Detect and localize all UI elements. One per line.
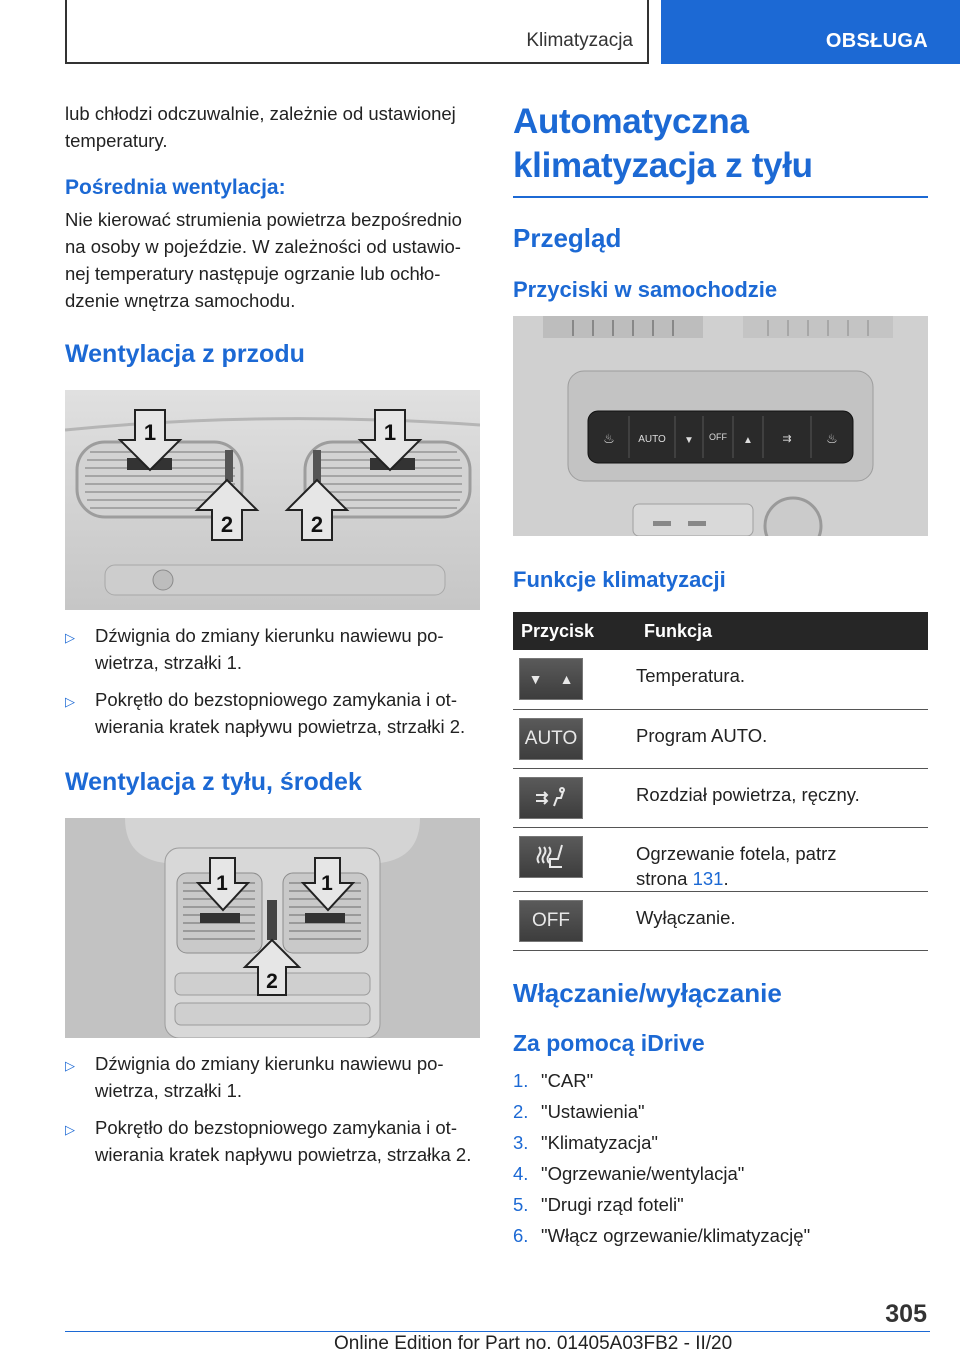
function-text: Temperatura. — [636, 650, 928, 709]
on-off-heading: Włączanie/wyłączanie — [513, 977, 782, 1008]
off-button-icon: OFF — [519, 900, 583, 942]
table-row — [513, 650, 928, 709]
page-reference-link[interactable]: 131 — [692, 867, 724, 889]
table-row: Ogrzewanie fotela, patrz strona 131. — [513, 827, 928, 891]
svg-text:♨: ♨ — [603, 431, 615, 446]
header-section-title: Klimatyzacja — [526, 30, 633, 51]
front-callout-2b: 2 — [310, 512, 324, 537]
list-item: ▷ Dźwignia do zmiany kierunku nawiewu po-wietrza, strzałki 1. — [65, 622, 480, 676]
list-item: 1. "CAR" — [513, 1069, 594, 1091]
front-callout-1b: 1 — [383, 420, 397, 445]
page-number: 305 — [885, 1300, 927, 1328]
header-chapter-title: OBSŁUGA — [825, 30, 928, 52]
footer-divider — [65, 1331, 930, 1332]
triangle-bullet-icon: ▷ — [65, 694, 75, 709]
rear-vents-photo — [65, 818, 480, 1038]
triangle-bullet-icon: ▷ — [65, 1122, 75, 1137]
idrive-steps-list — [513, 1065, 928, 1251]
table-row — [513, 768, 928, 827]
buttons-heading: Przyciski w samochodzie — [513, 277, 778, 302]
title-divider — [513, 196, 928, 198]
indirect-ventilation-text: Nie kierować strumienia powietrza bezpośrednio na osoby w pojeździe. W zależności od ustawio-nej temperatury następuje ogrzanie lub ochło-dzenie wnętrza samochodu. — [65, 209, 462, 311]
table-row — [513, 891, 928, 950]
header-chapter-tab — [661, 0, 960, 64]
svg-text:▼: ▼ — [684, 435, 694, 446]
air-distribution-icon — [519, 777, 583, 819]
front-bullet-list — [65, 622, 480, 740]
list-item: 3. "Klimatyzacja" — [513, 1131, 658, 1153]
intro-text: lub chłodzi odczuwalnie, zależnie od ustawionej temperatury. — [65, 103, 456, 151]
seat-heating-icon — [519, 836, 583, 878]
list-item: ▷ Pokrętło do bezstopniowego zamykania i ot-wierania kratek napływu powietrza, strzałki 2. — [65, 686, 480, 740]
front-vents-photo — [65, 390, 480, 610]
triangle-bullet-icon: ▷ — [65, 630, 75, 645]
list-item: ▷ Dźwignia do zmiany kierunku nawiewu po-wietrza, strzałki 1. — [65, 1050, 480, 1104]
table-header-row — [513, 612, 928, 650]
panel-off-label: OFF — [709, 432, 727, 442]
temperature-arrows-icon: ▼ ▲ — [519, 658, 583, 700]
function-text-cont: strona — [636, 867, 688, 889]
rear-center-ventilation-heading: Wentylacja z tyłu, środek — [65, 768, 362, 796]
indirect-ventilation-heading: Pośrednia wentylacja: — [65, 176, 286, 199]
list-item: 2. "Ustawienia" — [513, 1100, 645, 1122]
svg-text:▲: ▲ — [743, 435, 753, 446]
rear-callout-2: 2 — [266, 970, 278, 993]
front-callout-2a: 2 — [220, 512, 234, 537]
function-text: Rozdział powietrza, ręczny. — [636, 768, 928, 827]
function-text: Wyłączanie. — [636, 891, 928, 950]
list-item: ▷ Pokrętło do bezstopniowego zamykania i ot-wierania kratek napływu powietrza, strzałka 2. — [65, 1114, 480, 1168]
auto-button-icon: AUTO — [519, 718, 583, 760]
svg-text:⇉: ⇉ — [782, 433, 792, 445]
functions-heading: Funkcje klimatyzacji — [513, 567, 726, 592]
panel-auto-label: AUTO — [638, 434, 666, 445]
rear-callout-1a: 1 — [216, 872, 228, 895]
rear-callout-1b: 1 — [321, 872, 333, 895]
svg-text:♨: ♨ — [826, 431, 838, 446]
function-text: Program AUTO. — [636, 709, 928, 768]
list-item: 6. "Włącz ogrzewanie/klimatyzację" — [513, 1224, 811, 1246]
function-text: Ogrzewanie fotela, patrz — [636, 842, 837, 864]
column-header-button: Przycisk — [513, 612, 636, 650]
left-column — [65, 100, 480, 1178]
overview-heading: Przegląd — [513, 223, 622, 253]
triangle-bullet-icon: ▷ — [65, 1058, 75, 1073]
column-header-function: Funkcja — [636, 612, 928, 650]
rear-control-panel-photo — [513, 316, 928, 536]
list-item: 4. "Ogrzewanie/wentylacja" — [513, 1162, 745, 1184]
front-ventilation-heading: Wentylacja z przodu — [65, 340, 305, 368]
list-item: 5. "Drugi rząd foteli" — [513, 1193, 684, 1215]
functions-table — [513, 612, 928, 951]
idrive-heading: Za pomocą iDrive — [513, 1029, 705, 1056]
right-column — [513, 100, 928, 1251]
page-title: Automatyczna klimatyzacja z tyłu — [513, 102, 813, 185]
header-section-box — [65, 0, 649, 64]
rear-bullet-list — [65, 1050, 480, 1168]
front-callout-1a: 1 — [143, 420, 157, 445]
table-row — [513, 709, 928, 768]
edition-text: Online Edition for Part no. 01405A03FB2 - II/20 — [334, 1333, 733, 1354]
